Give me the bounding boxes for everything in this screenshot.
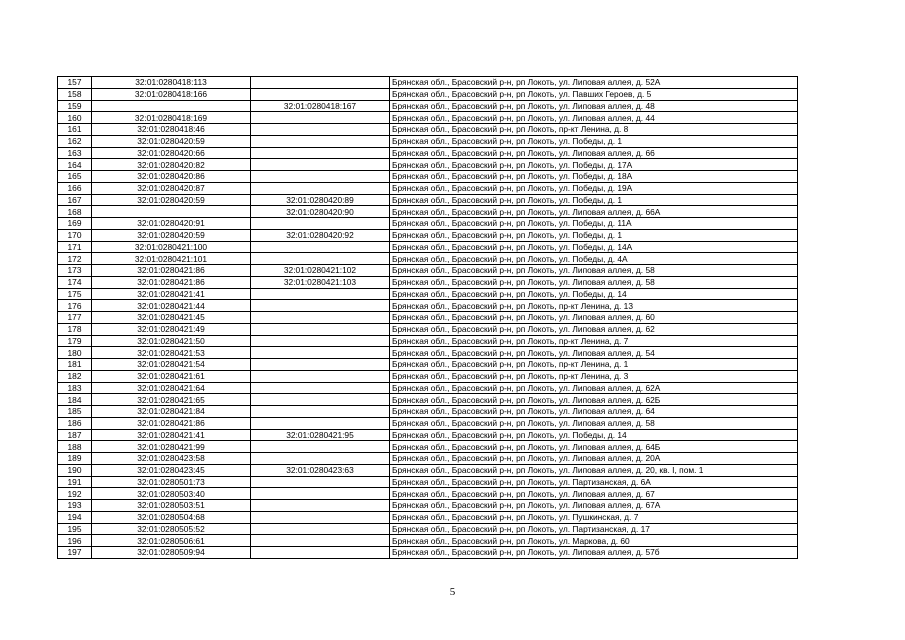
related-cadastral-number-cell bbox=[251, 159, 390, 171]
cadastral-number-cell: 32:01:0280420:59 bbox=[92, 135, 251, 147]
cadastral-number-cell: 32:01:0280421:84 bbox=[92, 406, 251, 418]
cadastral-number-cell: 32:01:0280503:40 bbox=[92, 488, 251, 500]
address-cell: Брянская обл., Брасовский р-н, рп Локоть, ул. Липовая аллея, д. 52А bbox=[390, 77, 798, 89]
row-number-cell: 173 bbox=[58, 265, 92, 277]
cadastral-number-cell: 32:01:0280420:87 bbox=[92, 182, 251, 194]
address-cell: Брянская обл., Брасовский р-н, рп Локоть, ул. Липовая аллея, д. 54 bbox=[390, 347, 798, 359]
address-cell: Брянская обл., Брасовский р-н, рп Локоть, ул. Победы, д. 19А bbox=[390, 182, 798, 194]
address-cell: Брянская обл., Брасовский р-н, рп Локоть, ул. Партизанская, д. 6А bbox=[390, 476, 798, 488]
related-cadastral-number-cell bbox=[251, 359, 390, 371]
related-cadastral-number-cell bbox=[251, 500, 390, 512]
row-number-cell: 194 bbox=[58, 511, 92, 523]
table-row bbox=[58, 406, 798, 418]
address-cell: Брянская обл., Брасовский р-н, рп Локоть, ул. Липовая аллея, д. 62Б bbox=[390, 394, 798, 406]
table-row bbox=[58, 453, 798, 465]
cadastral-number-cell: 32:01:0280421:64 bbox=[92, 382, 251, 394]
table-row bbox=[58, 511, 798, 523]
row-number-cell: 160 bbox=[58, 112, 92, 124]
address-cell: Брянская обл., Брасовский р-н, рп Локоть, ул. Победы, д. 4А bbox=[390, 253, 798, 265]
address-cell: Брянская обл., Брасовский р-н, рп Локоть, ул. Победы, д. 14 bbox=[390, 288, 798, 300]
address-cell: Брянская обл., Брасовский р-н, рп Локоть, ул. Липовая аллея, д. 66А bbox=[390, 206, 798, 218]
table-row bbox=[58, 206, 798, 218]
table-row bbox=[58, 241, 798, 253]
cadastral-number-cell: 32:01:0280421:86 bbox=[92, 276, 251, 288]
cadastral-number-cell: 32:01:0280421:49 bbox=[92, 323, 251, 335]
related-cadastral-number-cell bbox=[251, 347, 390, 359]
related-cadastral-number-cell bbox=[251, 182, 390, 194]
address-cell: Брянская обл., Брасовский р-н, рп Локоть, ул. Липовая аллея, д. 48 bbox=[390, 100, 798, 112]
cadastral-number-cell: 32:01:0280420:59 bbox=[92, 194, 251, 206]
related-cadastral-number-cell bbox=[251, 511, 390, 523]
address-cell: Брянская обл., Брасовский р-н, рп Локоть, ул. Пушкинская, д. 7 bbox=[390, 511, 798, 523]
address-cell: Брянская обл., Брасовский р-н, рп Локоть, ул. Липовая аллея, д. 60 bbox=[390, 312, 798, 324]
related-cadastral-number-cell bbox=[251, 171, 390, 183]
table-row bbox=[58, 265, 798, 277]
address-cell: Брянская обл., Брасовский р-н, рп Локоть, ул. Победы, д. 18А bbox=[390, 171, 798, 183]
address-cell: Брянская обл., Брасовский р-н, рп Локоть, пр-кт Ленина, д. 8 bbox=[390, 124, 798, 136]
address-cell: Брянская обл., Брасовский р-н, рп Локоть, ул. Победы, д. 11А bbox=[390, 218, 798, 230]
cadastral-number-cell bbox=[92, 206, 251, 218]
cadastral-number-cell: 32:01:0280504:68 bbox=[92, 511, 251, 523]
row-number-cell: 191 bbox=[58, 476, 92, 488]
address-cell: Брянская обл., Брасовский р-н, рп Локоть, ул. Липовая аллея, д. 20А bbox=[390, 453, 798, 465]
cadastral-number-cell: 32:01:0280421:54 bbox=[92, 359, 251, 371]
address-cell: Брянская обл., Брасовский р-н, рп Локоть, ул. Липовая аллея, д. 57б bbox=[390, 547, 798, 559]
row-number-cell: 189 bbox=[58, 453, 92, 465]
row-number-cell: 179 bbox=[58, 335, 92, 347]
table-row bbox=[58, 323, 798, 335]
row-number-cell: 157 bbox=[58, 77, 92, 89]
table-row bbox=[58, 382, 798, 394]
address-cell: Брянская обл., Брасовский р-н, рп Локоть, пр-кт Ленина, д. 1 bbox=[390, 359, 798, 371]
table-row bbox=[58, 253, 798, 265]
row-number-cell: 192 bbox=[58, 488, 92, 500]
address-cell: Брянская обл., Брасовский р-н, рп Локоть, ул. Победы, д. 17А bbox=[390, 159, 798, 171]
row-number-cell: 182 bbox=[58, 370, 92, 382]
row-number-cell: 159 bbox=[58, 100, 92, 112]
row-number-cell: 177 bbox=[58, 312, 92, 324]
address-cell: Брянская обл., Брасовский р-н, рп Локоть, ул. Победы, д. 1 bbox=[390, 135, 798, 147]
cadastral-number-cell bbox=[92, 100, 251, 112]
related-cadastral-number-cell bbox=[251, 124, 390, 136]
cadastral-number-cell: 32:01:0280506:61 bbox=[92, 535, 251, 547]
table-row bbox=[58, 182, 798, 194]
registry-table bbox=[57, 76, 798, 559]
row-number-cell: 181 bbox=[58, 359, 92, 371]
row-number-cell: 162 bbox=[58, 135, 92, 147]
row-number-cell: 174 bbox=[58, 276, 92, 288]
related-cadastral-number-cell bbox=[251, 417, 390, 429]
row-number-cell: 165 bbox=[58, 171, 92, 183]
related-cadastral-number-cell bbox=[251, 488, 390, 500]
row-number-cell: 187 bbox=[58, 429, 92, 441]
address-cell: Брянская обл., Брасовский р-н, рп Локоть, ул. Липовая аллея, д. 62 bbox=[390, 323, 798, 335]
row-number-cell: 171 bbox=[58, 241, 92, 253]
cadastral-number-cell: 32:01:0280509:94 bbox=[92, 547, 251, 559]
row-number-cell: 184 bbox=[58, 394, 92, 406]
address-cell: Брянская обл., Брасовский р-н, рп Локоть, ул. Победы, д. 1 bbox=[390, 194, 798, 206]
cadastral-number-cell: 32:01:0280421:61 bbox=[92, 370, 251, 382]
address-cell: Брянская обл., Брасовский р-н, рп Локоть, ул. Липовая аллея, д. 58 bbox=[390, 276, 798, 288]
row-number-cell: 169 bbox=[58, 218, 92, 230]
related-cadastral-number-cell bbox=[251, 441, 390, 453]
cadastral-number-cell: 32:01:0280421:100 bbox=[92, 241, 251, 253]
table-row bbox=[58, 135, 798, 147]
row-number-cell: 168 bbox=[58, 206, 92, 218]
table-row bbox=[58, 147, 798, 159]
cadastral-number-cell: 32:01:0280421:41 bbox=[92, 288, 251, 300]
related-cadastral-number-cell: 32:01:0280420:90 bbox=[251, 206, 390, 218]
row-number-cell: 188 bbox=[58, 441, 92, 453]
table-row bbox=[58, 523, 798, 535]
related-cadastral-number-cell bbox=[251, 288, 390, 300]
related-cadastral-number-cell bbox=[251, 77, 390, 89]
address-cell: Брянская обл., Брасовский р-н, рп Локоть, ул. Павших Героев, д. 5 bbox=[390, 88, 798, 100]
address-cell: Брянская обл., Брасовский р-н, рп Локоть, ул. Маркова, д. 60 bbox=[390, 535, 798, 547]
table-row bbox=[58, 476, 798, 488]
cadastral-number-cell: 32:01:0280423:45 bbox=[92, 464, 251, 476]
table-row bbox=[58, 429, 798, 441]
table-row bbox=[58, 100, 798, 112]
related-cadastral-number-cell bbox=[251, 453, 390, 465]
address-cell: Брянская обл., Брасовский р-н, рп Локоть, ул. Липовая аллея, д. 67А bbox=[390, 500, 798, 512]
related-cadastral-number-cell: 32:01:0280421:95 bbox=[251, 429, 390, 441]
cadastral-number-cell: 32:01:0280501:73 bbox=[92, 476, 251, 488]
related-cadastral-number-cell bbox=[251, 218, 390, 230]
cadastral-number-cell: 32:01:0280421:44 bbox=[92, 300, 251, 312]
table-row bbox=[58, 300, 798, 312]
address-cell: Брянская обл., Брасовский р-н, рп Локоть, ул. Липовая аллея, д. 20, кв. I, пом. 1 bbox=[390, 464, 798, 476]
related-cadastral-number-cell bbox=[251, 147, 390, 159]
table-row bbox=[58, 394, 798, 406]
related-cadastral-number-cell: 32:01:0280420:89 bbox=[251, 194, 390, 206]
address-cell: Брянская обл., Брасовский р-н, рп Локоть, ул. Липовая аллея, д. 62А bbox=[390, 382, 798, 394]
related-cadastral-number-cell bbox=[251, 370, 390, 382]
cadastral-number-cell: 32:01:0280420:82 bbox=[92, 159, 251, 171]
cadastral-number-cell: 32:01:0280421:41 bbox=[92, 429, 251, 441]
cadastral-number-cell: 32:01:0280418:166 bbox=[92, 88, 251, 100]
row-number-cell: 172 bbox=[58, 253, 92, 265]
row-number-cell: 180 bbox=[58, 347, 92, 359]
address-cell: Брянская обл., Брасовский р-н, рп Локоть, ул. Победы, д. 1 bbox=[390, 229, 798, 241]
related-cadastral-number-cell bbox=[251, 323, 390, 335]
table-row bbox=[58, 218, 798, 230]
cadastral-number-cell: 32:01:0280418:113 bbox=[92, 77, 251, 89]
row-number-cell: 185 bbox=[58, 406, 92, 418]
table-row bbox=[58, 171, 798, 183]
registry-table-body bbox=[58, 77, 798, 559]
row-number-cell: 197 bbox=[58, 547, 92, 559]
related-cadastral-number-cell bbox=[251, 88, 390, 100]
related-cadastral-number-cell bbox=[251, 312, 390, 324]
related-cadastral-number-cell bbox=[251, 241, 390, 253]
address-cell: Брянская обл., Брасовский р-н, рп Локоть, ул. Партизанская, д. 17 bbox=[390, 523, 798, 535]
related-cadastral-number-cell: 32:01:0280418:167 bbox=[251, 100, 390, 112]
row-number-cell: 186 bbox=[58, 417, 92, 429]
related-cadastral-number-cell bbox=[251, 523, 390, 535]
row-number-cell: 178 bbox=[58, 323, 92, 335]
related-cadastral-number-cell bbox=[251, 253, 390, 265]
cadastral-number-cell: 32:01:0280420:91 bbox=[92, 218, 251, 230]
related-cadastral-number-cell bbox=[251, 535, 390, 547]
cadastral-number-cell: 32:01:0280423:58 bbox=[92, 453, 251, 465]
related-cadastral-number-cell bbox=[251, 394, 390, 406]
cadastral-number-cell: 32:01:0280421:45 bbox=[92, 312, 251, 324]
row-number-cell: 190 bbox=[58, 464, 92, 476]
table-row bbox=[58, 288, 798, 300]
table-row bbox=[58, 335, 798, 347]
address-cell: Брянская обл., Брасовский р-н, рп Локоть, ул. Липовая аллея, д. 44 bbox=[390, 112, 798, 124]
cadastral-number-cell: 32:01:0280421:53 bbox=[92, 347, 251, 359]
table-row bbox=[58, 488, 798, 500]
cadastral-number-cell: 32:01:0280418:46 bbox=[92, 124, 251, 136]
address-cell: Брянская обл., Брасовский р-н, рп Локоть, ул. Победы, д. 14А bbox=[390, 241, 798, 253]
table-row bbox=[58, 77, 798, 89]
address-cell: Брянская обл., Брасовский р-н, рп Локоть, ул. Липовая аллея, д. 58 bbox=[390, 417, 798, 429]
address-cell: Брянская обл., Брасовский р-н, рп Локоть, ул. Липовая аллея, д. 66 bbox=[390, 147, 798, 159]
row-number-cell: 176 bbox=[58, 300, 92, 312]
address-cell: Брянская обл., Брасовский р-н, рп Локоть, ул. Липовая аллея, д. 64 bbox=[390, 406, 798, 418]
table-row bbox=[58, 359, 798, 371]
related-cadastral-number-cell bbox=[251, 547, 390, 559]
row-number-cell: 196 bbox=[58, 535, 92, 547]
table-row bbox=[58, 347, 798, 359]
related-cadastral-number-cell bbox=[251, 135, 390, 147]
table-row bbox=[58, 464, 798, 476]
related-cadastral-number-cell: 32:01:0280421:103 bbox=[251, 276, 390, 288]
row-number-cell: 183 bbox=[58, 382, 92, 394]
address-cell: Брянская обл., Брасовский р-н, рп Локоть, ул. Липовая аллея, д. 64Б bbox=[390, 441, 798, 453]
table-row bbox=[58, 535, 798, 547]
table-row bbox=[58, 312, 798, 324]
cadastral-number-cell: 32:01:0280421:86 bbox=[92, 417, 251, 429]
row-number-cell: 167 bbox=[58, 194, 92, 206]
row-number-cell: 193 bbox=[58, 500, 92, 512]
address-cell: Брянская обл., Брасовский р-н, рп Локоть, ул. Липовая аллея, д. 58 bbox=[390, 265, 798, 277]
row-number-cell: 158 bbox=[58, 88, 92, 100]
table-row bbox=[58, 229, 798, 241]
related-cadastral-number-cell bbox=[251, 335, 390, 347]
related-cadastral-number-cell: 32:01:0280423:63 bbox=[251, 464, 390, 476]
table-row bbox=[58, 124, 798, 136]
table-row bbox=[58, 112, 798, 124]
page-number: 5 bbox=[449, 586, 456, 598]
related-cadastral-number-cell: 32:01:0280421:102 bbox=[251, 265, 390, 277]
cadastral-number-cell: 32:01:0280421:86 bbox=[92, 265, 251, 277]
address-cell: Брянская обл., Брасовский р-н, рп Локоть, ул. Липовая аллея, д. 67 bbox=[390, 488, 798, 500]
related-cadastral-number-cell bbox=[251, 112, 390, 124]
cadastral-number-cell: 32:01:0280421:101 bbox=[92, 253, 251, 265]
related-cadastral-number-cell bbox=[251, 476, 390, 488]
cadastral-number-cell: 32:01:0280505:52 bbox=[92, 523, 251, 535]
cadastral-number-cell: 32:01:0280418:169 bbox=[92, 112, 251, 124]
table-row bbox=[58, 417, 798, 429]
table-row bbox=[58, 194, 798, 206]
related-cadastral-number-cell bbox=[251, 300, 390, 312]
cadastral-number-cell: 32:01:0280421:65 bbox=[92, 394, 251, 406]
address-cell: Брянская обл., Брасовский р-н, рп Локоть, ул. Победы, д. 14 bbox=[390, 429, 798, 441]
row-number-cell: 166 bbox=[58, 182, 92, 194]
row-number-cell: 195 bbox=[58, 523, 92, 535]
related-cadastral-number-cell bbox=[251, 382, 390, 394]
cadastral-number-cell: 32:01:0280421:50 bbox=[92, 335, 251, 347]
related-cadastral-number-cell bbox=[251, 406, 390, 418]
cadastral-number-cell: 32:01:0280420:59 bbox=[92, 229, 251, 241]
related-cadastral-number-cell: 32:01:0280420:92 bbox=[251, 229, 390, 241]
address-cell: Брянская обл., Брасовский р-н, рп Локоть, пр-кт Ленина, д. 7 bbox=[390, 335, 798, 347]
table-row bbox=[58, 370, 798, 382]
address-cell: Брянская обл., Брасовский р-н, рп Локоть, пр-кт Ленина, д. 13 bbox=[390, 300, 798, 312]
cadastral-number-cell: 32:01:0280421:99 bbox=[92, 441, 251, 453]
table-row bbox=[58, 88, 798, 100]
table-row bbox=[58, 500, 798, 512]
table-row bbox=[58, 441, 798, 453]
address-cell: Брянская обл., Брасовский р-н, рп Локоть, пр-кт Ленина, д. 3 bbox=[390, 370, 798, 382]
row-number-cell: 161 bbox=[58, 124, 92, 136]
cadastral-number-cell: 32:01:0280420:66 bbox=[92, 147, 251, 159]
cadastral-number-cell: 32:01:0280420:86 bbox=[92, 171, 251, 183]
cadastral-number-cell: 32:01:0280503:51 bbox=[92, 500, 251, 512]
table-row bbox=[58, 159, 798, 171]
row-number-cell: 170 bbox=[58, 229, 92, 241]
row-number-cell: 163 bbox=[58, 147, 92, 159]
table-row bbox=[58, 547, 798, 559]
row-number-cell: 175 bbox=[58, 288, 92, 300]
table-row bbox=[58, 276, 798, 288]
row-number-cell: 164 bbox=[58, 159, 92, 171]
